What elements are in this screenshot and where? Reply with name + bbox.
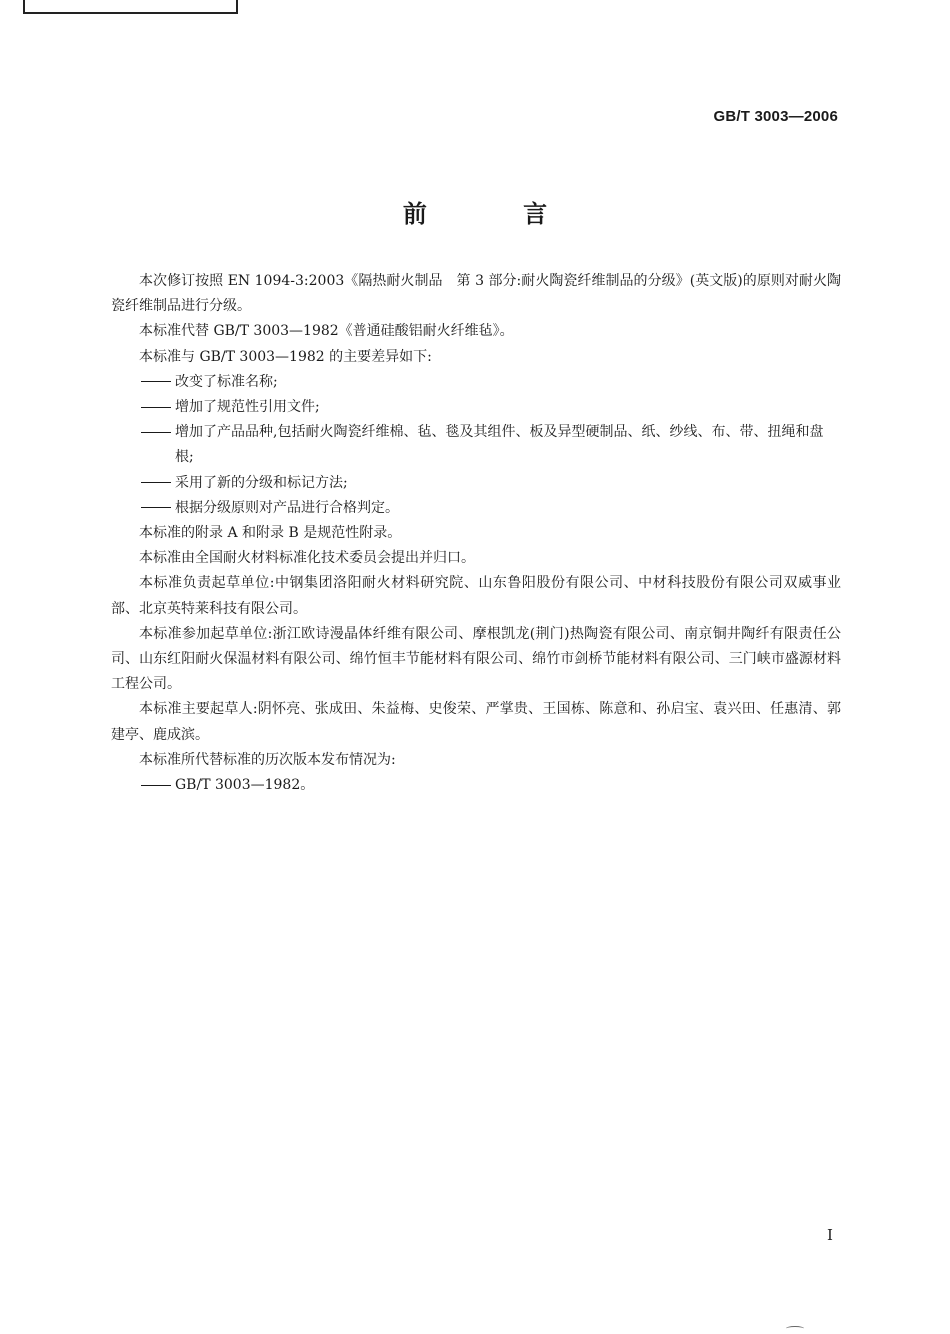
paragraph-drafting-units: 本标准负责起草单位:中钢集团洛阳耐火材料研究院、山东鲁阳股份有限公司、中材科技股份有限公司双威事业部、北京英特莱科技有限公司。 — [111, 575, 841, 617]
dash-marker — [141, 482, 171, 483]
list-item: 采用了新的分级和标记方法; — [111, 471, 841, 496]
dash-marker — [141, 381, 171, 382]
foreword-body — [111, 269, 841, 798]
scan-artifact — [786, 1326, 804, 1331]
dash-marker — [141, 407, 171, 408]
page-number: I — [827, 1226, 833, 1244]
paragraph-participating-units: 本标准参加起草单位:浙江欧诗漫晶体纤维有限公司、摩根凯龙(荆门)热陶瓷有限公司、南京铜井陶纤有限责任公司、山东红阳耐火保温材料有限公司、绵竹恒丰节能材料有限公司、绵竹市剑桥节能材料有限公司、三门峡市盛源材料工程公司。 — [111, 625, 841, 693]
list-item: 改变了标准名称; — [111, 370, 841, 395]
paragraph-proposer: 本标准由全国耐火材料标准化技术委员会提出并归口。 — [139, 550, 475, 567]
dash-marker — [141, 507, 171, 508]
paragraph-drafters: 本标准主要起草人:阴怀亮、张成田、朱益梅、史俊荣、严掌贵、王国栋、陈意和、孙启宝、袁兴田、任惠清、郭建亭、鹿成滨。 — [111, 701, 841, 743]
paragraph-history-intro: 本标准所代替标准的历次版本发布情况为: — [139, 751, 396, 768]
standard-code: GB/T 3003—2006 — [713, 108, 838, 125]
paragraph-annexes: 本标准的附录 A 和附录 B 是规范性附录。 — [139, 525, 402, 542]
dash-marker — [141, 785, 171, 786]
paragraph-differences-intro: 本标准与 GB/T 3003—1982 的主要差异如下: — [139, 348, 432, 365]
differences-list — [111, 370, 841, 521]
list-item: 根据分级原则对产品进行合格判定。 — [111, 496, 841, 521]
list-item: GB/T 3003—1982。 — [111, 773, 841, 798]
paragraph-replaces: 本标准代替 GB/T 3003—1982《普通硅酸铝耐火纤维毡》。 — [139, 323, 514, 340]
paragraph-revision-basis: 本次修订按照 EN 1094-3:2003《隔热耐火制品 第 3 部分:耐火陶瓷纤维制品的分级》(英文版)的原则对耐火陶瓷纤维制品进行分级。 — [111, 273, 841, 315]
history-list — [111, 773, 841, 798]
list-item: 增加了产品品种,包括耐火陶瓷纤维棉、毡、毯及其组件、板及异型硬制品、纸、纱线、布、带、扭绳和盘根; — [111, 420, 841, 470]
page-title: 前 言 — [402, 200, 592, 228]
list-item: 增加了规范性引用文件; — [111, 395, 841, 420]
dash-marker — [141, 432, 171, 433]
scan-border-mark — [23, 0, 238, 14]
